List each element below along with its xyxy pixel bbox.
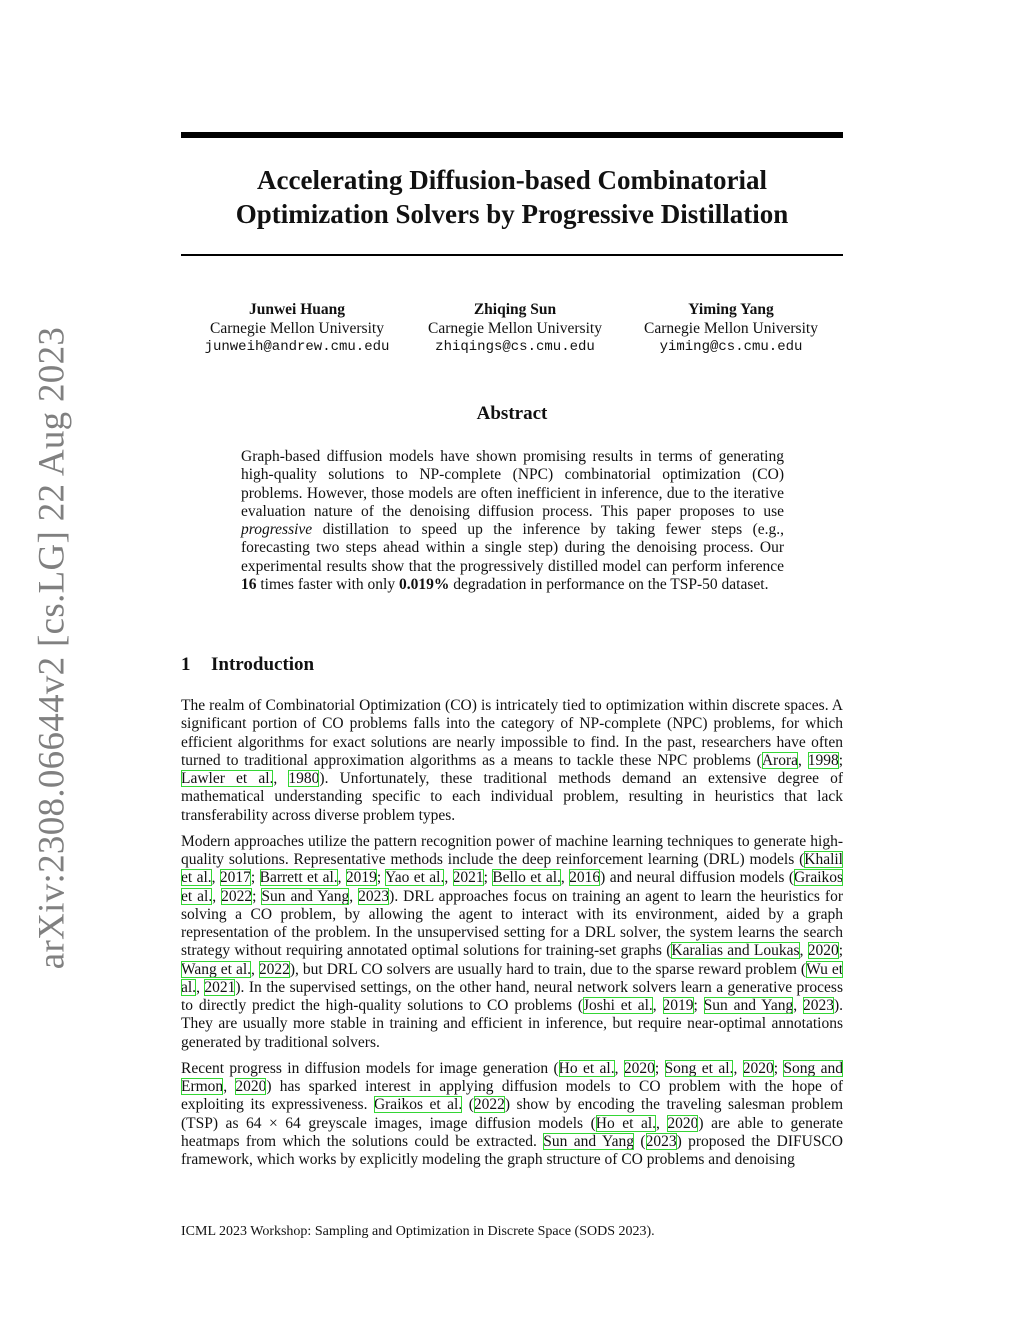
citation-link[interactable]: Yao et al.	[385, 869, 445, 887]
citation-link[interactable]: 2023	[358, 887, 390, 905]
author-name: Zhiqing Sun	[473, 301, 557, 318]
paper-title	[181, 163, 843, 231]
speedup-value: 16	[241, 576, 257, 594]
citation-link[interactable]: 1980	[288, 770, 320, 787]
citation-link[interactable]: Graikos et al.	[181, 869, 844, 905]
citation-link[interactable]: Joshi et al.	[583, 997, 653, 1014]
author-email: junweih@andrew.cmu.edu	[204, 339, 390, 355]
citation-link[interactable]: Ho et al.	[558, 1059, 615, 1077]
emphasis-progressive: progressive	[241, 521, 313, 539]
citation-link[interactable]: 1998	[807, 751, 839, 769]
citation-link[interactable]: Sun and Yang	[703, 997, 794, 1014]
citation-link[interactable]: Khalil et al.	[181, 851, 843, 887]
citation-link[interactable]: Sun and Yang	[261, 887, 350, 905]
intro-paragraph-1: The realm of Combinatorial Optimization (CO) is intricately tied to optimization within discrete spaces. A significant portion of CO problems falls into the category of NP-complete (NPC) problems, for which efficient algorithms for exact solutions are nearly impossible to find. In the past, researchers have often turned to traditional approximation algorithms as a means to tackle these NPC problems (Arora, 1998; Lawler et al., 1980). Unfortunately, these traditional methods demand an extensive degree of mathematical understanding specific to each individual problem, resulting in heuristics that lack transferability across diverse problem types.	[181, 697, 843, 824]
citation-link[interactable]: 2020	[807, 942, 839, 960]
citation-link[interactable]: Barrett et al.	[259, 869, 338, 887]
venue-footnote: ICML 2023 Workshop: Sampling and Optimization in Discrete Space (SODS 2023).	[181, 1224, 655, 1239]
author-name: Junwei Huang	[248, 301, 346, 318]
citation-link[interactable]: 2023	[802, 997, 834, 1014]
citation-link[interactable]: 2022	[221, 887, 253, 905]
author-email: zhiqings@cs.cmu.edu	[435, 339, 595, 355]
intro-paragraph-3: Recent progress in diffusion models for image generation (Ho et al., 2020; Song et al., 2020; Song and Ermon, 2020) has sparked interest in applying diffusion models to CO problem with the hope of exploiting its expressiveness. Graikos et al. (2022) show by encoding the traveling salesman problem (TSP) as 64 × 64 greyscale images, image diffusion models (Ho et al., 2020) are able to generate heatmaps from which the solutions could be extracted. Sun and Yang (2023) proposed the DIFUSCO framework, which works by explicitly modeling the graph structure of CO problems and denoising	[181, 1059, 844, 1168]
section-number: 1	[181, 654, 191, 675]
abstract-text: Graph-based diffusion models have shown promising results in terms of generating high-quality solutions to NP-complete (NPC) combinatorial optimization (CO) problems. However, those models are often inefficient in inference, due to the iterative evaluation nature of the denoising diffusion process. This paper proposes to use progressive distillation to speed up the inference by taking fewer steps (e.g., forecasting two steps ahead within a single step) during the denoising process. Our experimental results show that the progressively distilled model can perform inference 16 times faster with only 0.019% degradation in performance on the TSP-50 dataset.	[241, 448, 784, 594]
citation-link[interactable]: 2022	[473, 1096, 505, 1114]
citation-link[interactable]: Arora	[761, 751, 798, 769]
title-top-rule	[181, 132, 843, 138]
citation-link[interactable]: Lawler et al.	[181, 770, 274, 787]
citation-link[interactable]: Song et al.	[664, 1059, 734, 1077]
citation-link[interactable]: Ho et al.	[595, 1114, 657, 1132]
abstract-heading: Abstract	[476, 403, 548, 424]
citation-link[interactable]: Graikos et al.	[373, 1096, 463, 1114]
arxiv-side-stamp: arXiv:2308.06644v2 [cs.LG] 22 Aug 2023	[31, 326, 73, 970]
author-block-2	[404, 300, 626, 357]
author-block-3	[620, 300, 842, 357]
citation-link[interactable]: 2017	[219, 869, 251, 887]
citation-link[interactable]: 2021	[204, 978, 236, 996]
section-heading-introduction	[181, 654, 314, 676]
title-bottom-rule	[181, 254, 843, 256]
citation-link[interactable]: Wu et al.	[181, 960, 844, 996]
author-affiliation: Carnegie Mellon University	[428, 320, 602, 337]
intro-paragraph-2: Modern approaches utilize the pattern recognition power of machine learning techniques to generate high-quality solutions. Representative methods include the deep reinforcement learning (DRL) models (Khalil et al., 2017; Barrett et al., 2019; Yao et al., 2021; Bello et al., 2016) and neural diffusion models (Graikos et al., 2022; Sun and Yang, 2023). DRL approaches focus on training an agent to learn the heuristics for solving a CO problem, by allowing the agent to interact with its environment, aided by a graph representation of the problem. In the unsupervised setting for a DRL solver, the system learns the search strategy without requiring annotated optimal solutions for training-set graphs (Karalias and Loukas, 2020; Wang et al., 2022), but DRL CO solvers are usually hard to train, due to the sparse reward problem (Wu et al., 2021). In the supervised settings, on the other hand, neural network solvers learn a generative process to directly predict the high-quality solutions to CO problems (Joshi et al., 2019; Sun and Yang, 2023). They are usually more stable in training and efficient in inference, but require near-optimal annotations generated by traditional solvers.	[181, 832, 844, 1051]
title-line-1: Accelerating Diffusion-based Combinatorial	[257, 165, 767, 195]
title-line-2: Optimization Solvers by Progressive Distillation	[235, 199, 789, 229]
citation-link[interactable]: Bello et al.	[492, 869, 561, 887]
author-block-1	[186, 300, 408, 357]
author-name: Yiming Yang	[688, 301, 774, 318]
citation-link[interactable]: 2020	[623, 1059, 655, 1077]
citation-link[interactable]: 2016	[569, 869, 601, 887]
citation-link[interactable]: 2022	[258, 960, 290, 978]
author-affiliation: Carnegie Mellon University	[210, 320, 384, 337]
citation-link[interactable]: Sun and Yang	[543, 1132, 635, 1150]
author-email: yiming@cs.cmu.edu	[659, 339, 803, 355]
citation-link[interactable]: Wang et al.	[181, 960, 252, 978]
section-title: Introduction	[211, 654, 315, 675]
citation-link[interactable]: Karalias and Loukas	[671, 942, 800, 960]
citation-link[interactable]: 2019	[345, 869, 377, 887]
citation-link[interactable]: Song and Ermon	[181, 1059, 844, 1095]
citation-link[interactable]: 2020	[742, 1059, 774, 1077]
degradation-value: 0.019%	[399, 576, 450, 594]
citation-link[interactable]: 2020	[235, 1078, 267, 1095]
introduction-body	[181, 697, 843, 1177]
author-affiliation: Carnegie Mellon University	[644, 320, 818, 337]
citation-link[interactable]: 2023	[645, 1132, 677, 1150]
citation-link[interactable]: 2019	[662, 997, 694, 1014]
citation-link[interactable]: 2020	[667, 1114, 699, 1132]
citation-link[interactable]: 2021	[452, 869, 484, 887]
